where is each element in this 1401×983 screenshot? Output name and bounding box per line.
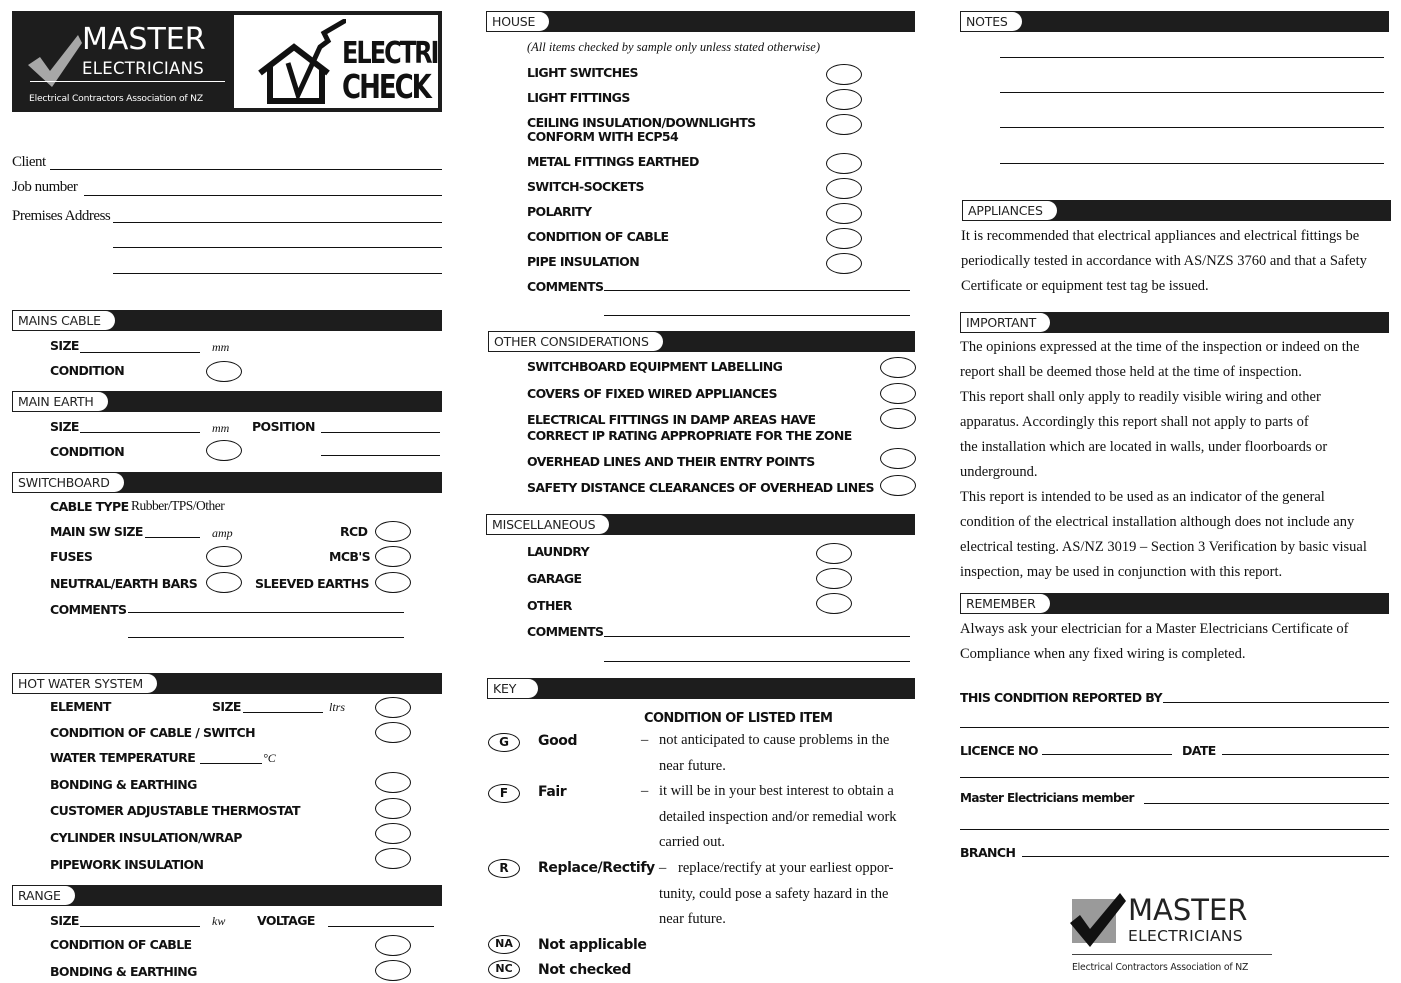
client-label: Client	[12, 154, 46, 170]
house-oval-light-switches[interactable]	[826, 64, 862, 85]
important-header	[960, 312, 1389, 333]
notes-line-3[interactable]	[1000, 127, 1384, 128]
mains-size-unit: mm	[212, 340, 230, 354]
member-input-2[interactable]	[960, 829, 1389, 830]
key-term-nc: Not checked	[538, 962, 632, 978]
element-label: ELEMENT	[50, 699, 111, 714]
house-header	[486, 11, 915, 32]
key-header	[487, 678, 915, 699]
appliances-header	[962, 200, 1391, 221]
house-check-icon	[258, 19, 346, 105]
key-desc-fair-2: detailed inspection and/or remedial work	[659, 809, 897, 825]
main-earth-header	[12, 391, 442, 412]
cable-type-options: Rubber/TPS/Other	[131, 498, 225, 513]
key-term-fair: Fair	[538, 784, 567, 800]
range-title: RANGE	[13, 886, 75, 905]
switchboard-comments-input-1[interactable]	[128, 612, 404, 613]
oc-item-damp-areas: ELECTRICAL FITTINGS IN DAMP AREAS HAVE	[527, 412, 816, 427]
key-desc-replace-3: near future.	[659, 911, 726, 927]
pipework-label: PIPEWORK INSULATION	[50, 857, 204, 872]
electri-text: ELECTRI	[342, 35, 438, 71]
key-dash-replace: –	[659, 860, 667, 876]
water-temp-input[interactable]	[200, 763, 262, 764]
misc-oval-other[interactable]	[816, 593, 852, 614]
premises-address-label: Premises Address	[12, 208, 111, 224]
sleeved-earths-oval[interactable]	[375, 572, 411, 593]
house-oval-light-fittings[interactable]	[826, 89, 862, 110]
oc-oval-covers[interactable]	[880, 383, 916, 404]
water-temp-unit: °C	[263, 751, 276, 765]
misc-item-garage: GARAGE	[527, 571, 582, 586]
key-desc-replace-2: tunity, could pose a safety hazard in the	[659, 886, 889, 902]
miscellaneous-header	[486, 514, 915, 535]
house-item-light-switches: LIGHT SWITCHES	[527, 65, 638, 80]
range-size-input[interactable]	[80, 926, 200, 927]
footer-logo-electricians: ELECTRICIANS	[1128, 927, 1243, 945]
important-line: condition of the electrical installation although does not include any	[960, 514, 1355, 530]
rcd-oval[interactable]	[375, 521, 411, 542]
branch-input[interactable]	[1022, 856, 1389, 857]
house-oval-metal-fittings[interactable]	[826, 153, 862, 174]
appliances-line: It is recommended that electrical appliances and electrical fittings be	[961, 228, 1360, 244]
cable-switch-label: CONDITION OF CABLE / SWITCH	[50, 725, 255, 740]
house-oval-switch-sockets[interactable]	[826, 178, 862, 199]
house-comments-input-2[interactable]	[604, 315, 910, 316]
cable-switch-oval[interactable]	[375, 722, 411, 743]
important-title: IMPORTANT	[961, 313, 1050, 332]
check-text: CHECK	[342, 69, 430, 107]
house-title: HOUSE	[487, 12, 549, 31]
footer-logo-tagline: Electrical Contractors Association of NZ	[1072, 962, 1249, 973]
key-badge-fair: F	[488, 784, 520, 803]
oc-item-overhead-lines: OVERHEAD LINES AND THEIR ENTRY POINTS	[527, 454, 815, 469]
licence-no-label: LICENCE NO	[960, 743, 1038, 758]
house-comments-input-1[interactable]	[604, 290, 910, 291]
switchboard-title: SWITCHBOARD	[13, 473, 124, 492]
oc-oval-damp-areas[interactable]	[880, 408, 916, 429]
notes-line-1[interactable]	[1000, 57, 1384, 58]
footer-logo-divider	[1072, 954, 1272, 955]
member-label: Master Electricians member	[960, 791, 1134, 805]
important-line: inspection, may be used in conjunction with this report.	[960, 564, 1283, 580]
thermostat-label: CUSTOMER ADJUSTABLE THERMOSTAT	[50, 803, 300, 818]
misc-comments-input-2[interactable]	[604, 661, 910, 662]
notes-line-4[interactable]	[1000, 163, 1384, 164]
date-label: DATE	[1182, 743, 1216, 758]
pipework-oval[interactable]	[375, 848, 411, 869]
key-term-replace: Replace/Rectify	[538, 860, 655, 876]
range-bonding-oval[interactable]	[375, 960, 411, 981]
oc-item-covers: COVERS OF FIXED WIRED APPLIANCES	[527, 386, 777, 401]
main-sw-size-unit: amp	[212, 526, 233, 540]
misc-oval-laundry[interactable]	[816, 543, 852, 564]
hot-water-title: HOT WATER SYSTEM	[13, 674, 157, 693]
earth-position-input-2[interactable]	[321, 455, 440, 456]
logo-electricians: ELECTRICIANS	[82, 59, 205, 78]
key-dash-good: –	[641, 732, 649, 748]
oc-oval-labelling[interactable]	[880, 357, 916, 378]
house-comments-label: COMMENTS	[527, 279, 604, 294]
mains-size-input[interactable]	[80, 352, 200, 353]
appliances-text	[961, 224, 1401, 299]
earth-condition-oval[interactable]	[206, 440, 242, 461]
key-desc-replace-1: replace/rectify at your earliest oppor-	[678, 860, 894, 876]
element-size-unit: ltrs	[329, 700, 346, 714]
misc-item-laundry: LAUNDRY	[527, 544, 590, 559]
house-oval-ceiling-insulation[interactable]	[826, 114, 862, 135]
miscellaneous-title: MISCELLANEOUS	[487, 515, 609, 534]
main-sw-size-label: MAIN SW SIZE	[50, 524, 143, 539]
sleeved-earths-label: SLEEVED EARTHS	[255, 576, 369, 591]
neutral-earth-bars-label: NEUTRAL/EARTH BARS	[50, 576, 198, 591]
switchboard-comments-input-2[interactable]	[128, 637, 404, 638]
key-badge-nc: NC	[488, 960, 520, 979]
member-input-1[interactable]	[1144, 803, 1389, 804]
reported-by-input-1[interactable]	[1163, 702, 1389, 703]
job-number-input[interactable]	[84, 195, 442, 196]
house-item-condition-cable: CONDITION OF CABLE	[527, 229, 669, 244]
client-input[interactable]	[50, 169, 442, 170]
licence-no-input[interactable]	[1042, 754, 1172, 755]
appliances-line: Certificate or equipment test tag be issued.	[961, 278, 1209, 294]
misc-comments-label: COMMENTS	[527, 624, 604, 639]
important-line: This report is intended to be used as an indicator of the general	[960, 489, 1325, 505]
mains-condition-label: CONDITION	[50, 363, 125, 378]
range-size-unit: kw	[212, 914, 226, 928]
notes-header	[960, 11, 1389, 32]
remember-header	[960, 593, 1389, 614]
logo-tagline: Electrical Contractors Association of NZ	[29, 93, 203, 104]
cable-type-label: CABLE TYPE	[50, 499, 129, 514]
water-temp-label: WATER TEMPERATURE	[50, 750, 196, 765]
important-line: underground.	[960, 464, 1038, 480]
key-badge-good: G	[488, 733, 520, 752]
house-item-ceiling-insulation: CEILING INSULATION/DOWNLIGHTS	[527, 115, 756, 130]
house-item-metal-fittings: METAL FITTINGS EARTHED	[527, 154, 699, 169]
logo-master: MASTER	[82, 22, 206, 57]
date-input[interactable]	[1222, 754, 1389, 755]
important-text	[960, 335, 1400, 585]
house-oval-polarity[interactable]	[826, 203, 862, 224]
key-term-good: Good	[538, 733, 578, 749]
range-bonding-label: BONDING & EARTHING	[50, 964, 197, 979]
key-desc-good-2: near future.	[659, 758, 726, 774]
oc-item-safety-distance: SAFETY DISTANCE CLEARANCES OF OVERHEAD LINES	[527, 480, 874, 495]
fuses-oval[interactable]	[206, 546, 242, 567]
cylinder-oval[interactable]	[375, 823, 411, 844]
important-line: report shall be deemed those held at the time of inspection.	[960, 364, 1302, 380]
appliances-title: APPLIANCES	[963, 201, 1057, 220]
hot-water-header	[12, 673, 442, 694]
element-size-input[interactable]	[243, 712, 323, 713]
mains-size-label: SIZE	[50, 338, 79, 353]
remember-line: Always ask your electrician for a Master Electricians Certificate of	[960, 621, 1349, 637]
oc-item-labelling: SWITCHBOARD EQUIPMENT LABELLING	[527, 359, 783, 374]
important-line: electrical testing. AS/NZ 3019 – Section 3 Verification by basic visual	[960, 539, 1367, 555]
reported-by-input-2[interactable]	[960, 727, 1389, 728]
earth-position-label: POSITION	[252, 419, 315, 434]
element-oval[interactable]	[375, 697, 411, 718]
other-considerations-title: OTHER CONSIDERATIONS	[489, 332, 663, 351]
misc-oval-garage[interactable]	[816, 568, 852, 589]
house-item-ceiling-insulation-line2: CONFORM WITH ECP54	[527, 129, 679, 144]
job-number-label: Job number	[12, 179, 78, 195]
switchboard-header	[12, 472, 442, 493]
key-desc-good-1: not anticipated to cause problems in the	[659, 732, 890, 748]
other-considerations-header	[488, 331, 915, 352]
house-oval-condition-cable[interactable]	[826, 228, 862, 249]
earth-size-unit: mm	[212, 421, 230, 435]
oc-oval-safety-distance[interactable]	[880, 475, 916, 496]
earth-size-input[interactable]	[80, 432, 200, 433]
hw-bonding-label: BONDING & EARTHING	[50, 777, 197, 792]
logo-divider	[30, 81, 225, 82]
key-desc-fair-3: carried out.	[659, 834, 726, 850]
switchboard-comments-label: COMMENTS	[50, 602, 127, 617]
key-dash-fair: –	[641, 783, 649, 799]
footer-logo-master: MASTER	[1128, 893, 1248, 927]
reported-by-label: THIS CONDITION REPORTED BY	[960, 690, 1163, 705]
range-cable-oval[interactable]	[375, 935, 411, 956]
oc-item-damp-areas-line2: CORRECT IP RATING APPROPRIATE FOR THE ZONE	[527, 428, 852, 443]
notes-title: NOTES	[961, 12, 1022, 31]
important-line: This report shall only apply to readily visible wiring and other	[960, 389, 1321, 405]
important-line: The opinions expressed at the time of the inspection or indeed on the	[960, 339, 1360, 355]
earth-size-label: SIZE	[50, 419, 79, 434]
cylinder-label: CYLINDER INSULATION/WRAP	[50, 830, 242, 845]
main-sw-size-input[interactable]	[145, 537, 200, 538]
key-badge-na: NA	[488, 935, 520, 954]
house-oval-pipe-insulation[interactable]	[826, 253, 862, 274]
house-item-polarity: POLARITY	[527, 204, 592, 219]
licence-extra-line[interactable]	[960, 777, 1389, 778]
range-header	[12, 885, 442, 906]
master-electricians-logo	[12, 11, 230, 112]
remember-line: Compliance when any fixed wiring is completed.	[960, 646, 1246, 662]
key-heading: CONDITION OF LISTED ITEM	[644, 711, 833, 726]
important-line: apparatus. Accordingly this report shall not apply to parts of	[960, 414, 1309, 430]
mcbs-oval[interactable]	[375, 546, 411, 567]
neutral-earth-bars-oval[interactable]	[206, 572, 242, 593]
premises-address-input-3[interactable]	[113, 273, 442, 274]
voltage-input[interactable]	[328, 926, 434, 927]
electricheck-logo	[230, 11, 442, 112]
thermostat-oval[interactable]	[375, 798, 411, 819]
earth-position-input-1[interactable]	[321, 432, 440, 433]
range-cable-label: CONDITION OF CABLE	[50, 937, 192, 952]
element-size-label: SIZE	[212, 699, 241, 714]
key-desc-fair-1: it will be in your best interest to obtain a	[659, 783, 894, 799]
key-title: KEY	[488, 679, 538, 698]
house-note: (All items checked by sample only unless stated otherwise)	[527, 40, 820, 54]
house-item-pipe-insulation: PIPE INSULATION	[527, 254, 640, 269]
range-size-label: SIZE	[50, 913, 79, 928]
footer-checkmark-icon	[1070, 893, 1130, 949]
checkmark-icon	[26, 29, 86, 89]
notes-line-2[interactable]	[1000, 92, 1384, 93]
voltage-label: VOLTAGE	[257, 913, 315, 928]
remember-title: REMEMBER	[961, 594, 1050, 613]
branch-label: BRANCH	[960, 845, 1016, 860]
mains-cable-header	[12, 310, 442, 331]
mains-condition-oval[interactable]	[206, 361, 242, 382]
rcd-label: RCD	[340, 524, 368, 539]
mcbs-label: MCB'S	[329, 549, 370, 564]
premises-address-input-2[interactable]	[113, 247, 442, 248]
main-earth-title: MAIN EARTH	[13, 392, 108, 411]
key-badge-replace: R	[488, 859, 520, 878]
misc-comments-input-1[interactable]	[604, 636, 910, 637]
earth-condition-label: CONDITION	[50, 444, 125, 459]
hw-bonding-oval[interactable]	[375, 772, 411, 793]
fuses-label: FUSES	[50, 549, 93, 564]
appliances-line: periodically tested in accordance with AS/NZS 3760 and that a Safety	[961, 253, 1367, 269]
house-item-switch-sockets: SWITCH-SOCKETS	[527, 179, 644, 194]
misc-item-other: OTHER	[527, 598, 572, 613]
footer-master-electricians-logo	[1070, 893, 1280, 978]
premises-address-input-1[interactable]	[113, 222, 442, 223]
mains-cable-title: MAINS CABLE	[13, 311, 115, 330]
remember-text	[960, 617, 1400, 667]
house-item-light-fittings: LIGHT FITTINGS	[527, 90, 630, 105]
oc-oval-overhead-lines[interactable]	[880, 448, 916, 469]
important-line: the installation which are located in walls, under floorboards or	[960, 439, 1328, 455]
key-term-na: Not applicable	[538, 937, 647, 953]
